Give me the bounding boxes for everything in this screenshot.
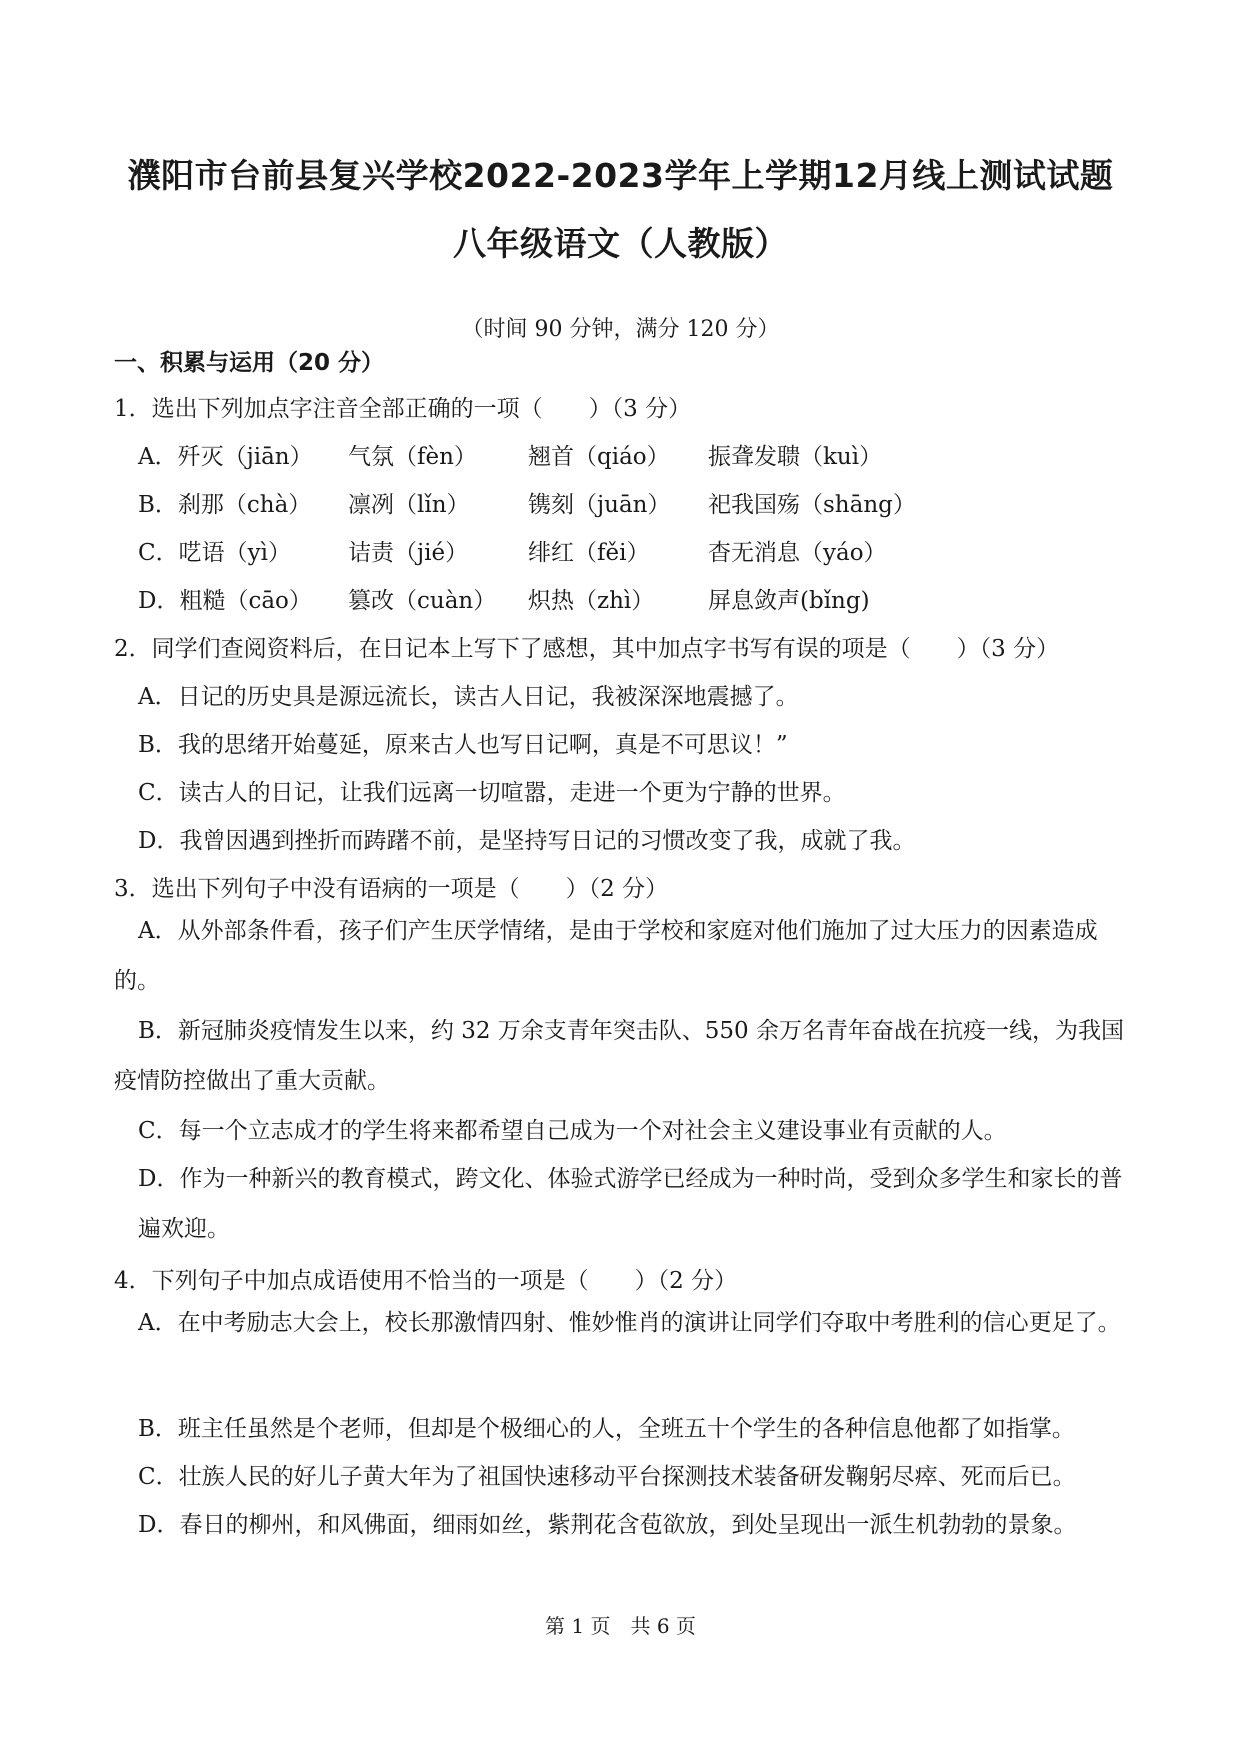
- q1-d-1: D．粗糙（cāo）: [138, 588, 312, 614]
- q1-d-3: 炽热（zhì）: [528, 588, 655, 614]
- q3-option-c: [114, 1106, 1134, 1156]
- page-subtitle: 八年级语文（人教版）: [453, 224, 788, 263]
- q3-option-a: [114, 906, 1134, 1006]
- q3-option-b: [114, 1006, 1134, 1106]
- q4-option-a-text: A．在中考励志大会上，校长那激情四射、惟妙惟肖的演讲让同学们夺取中考胜利的信心更足了。: [138, 1310, 1121, 1336]
- q1-a-2: 气氛（fèn）: [348, 444, 477, 470]
- q1-b-1: B．刹那（chà）: [138, 492, 312, 518]
- q2-option-c: C．读古人的日记，让我们远离一切喧嚣，走进一个更为宁静的世界。: [138, 780, 846, 806]
- question-2-stem: 2．同学们查阅资料后，在日记本上写下了感想，其中加点字书写有误的项是（ ）（3 分）: [114, 636, 1060, 662]
- q3-option-b-text: B．新冠肺炎疫情发生以来，约 32 万余支青年突击队、550 余万名青年奋战在抗疫一线，为我国疫情防控做出了重大贡献。: [114, 1018, 1125, 1094]
- q3-option-d-text: D．作为一种新兴的教育模式，跨文化、体验式游学已经成为一种时尚，受到众多学生和家长的普遍欢迎。: [138, 1166, 1123, 1242]
- q3-option-c-text: C．每一个立志成才的学生将来都希望自己成为一个对社会主义建设事业有贡献的人。: [138, 1118, 1007, 1144]
- section-heading: 一、积累与运用（20 分）: [114, 350, 385, 376]
- page-footer: 第 1 页 共 6 页: [545, 1614, 696, 1638]
- q2-option-b: B．我的思绪开始蔓延，原来古人也写日记啊，真是不可思议！”: [138, 732, 788, 758]
- q1-d-2: 篡改（cuàn）: [348, 588, 497, 614]
- q4-option-c: C．壮族人民的好儿子黄大年为了祖国快速移动平台探测技术装备研发鞠躬尽瘁、死而后已。: [138, 1464, 1076, 1490]
- q1-d-4: 屏息敛声(bǐng): [708, 588, 870, 614]
- q1-c-4: 杳无消息（yáo）: [708, 540, 887, 566]
- q1-a-3: 翘首（qiáo）: [528, 444, 670, 470]
- page-title: 濮阳市台前县复兴学校2022-2023学年上学期12月线上测试试题: [127, 156, 1114, 195]
- q1-c-1: C．呓语（yì）: [138, 540, 291, 566]
- q1-b-2: 凛冽（lǐn）: [348, 492, 470, 518]
- q4-option-b: B．班主任虽然是个老师，但却是个极细心的人，全班五十个学生的各种信息他都了如指掌。: [138, 1416, 1075, 1442]
- q2-option-d: D．我曾因遇到挫折而踌躇不前，是坚持写日记的习惯改变了我，成就了我。: [138, 828, 916, 854]
- q3-option-d: [114, 1154, 1134, 1254]
- q1-a-1: A．歼灭（jiān）: [138, 444, 313, 470]
- q2-option-a: A．日记的历史具是源远流长，读古人日记，我被深深地震撼了。: [138, 684, 799, 710]
- time-info: （时间 90 分钟，满分 120 分）: [461, 317, 780, 342]
- q4-option-d: D．春日的柳州，和风佛面，细雨如丝，紫荆花含苞欲放，到处呈现出一派生机勃勃的景象。: [138, 1512, 1077, 1538]
- q4-option-a: [114, 1298, 1134, 1348]
- q1-c-3: 绯红（fěi）: [528, 540, 650, 566]
- question-3-stem: 3．选出下列句子中没有语病的一项是（ ）（2 分）: [114, 876, 669, 902]
- q1-a-4: 振聋发聩（kuì）: [708, 444, 883, 470]
- question-4-stem: 4．下列句子中加点成语使用不恰当的一项是（ ）（2 分）: [114, 1268, 738, 1294]
- q1-b-3: 镌刻（juān）: [528, 492, 671, 518]
- q3-option-a-text: A．从外部条件看，孩子们产生厌学情绪，是由于学校和家庭对他们施加了过大压力的因素造成的。: [114, 918, 1098, 994]
- q1-c-2: 诘责（jié）: [348, 540, 469, 566]
- q1-b-4: 祀我国殇（shāng）: [708, 492, 916, 518]
- question-1-stem: 1．选出下列加点字注音全部正确的一项（ ）（3 分）: [114, 396, 692, 422]
